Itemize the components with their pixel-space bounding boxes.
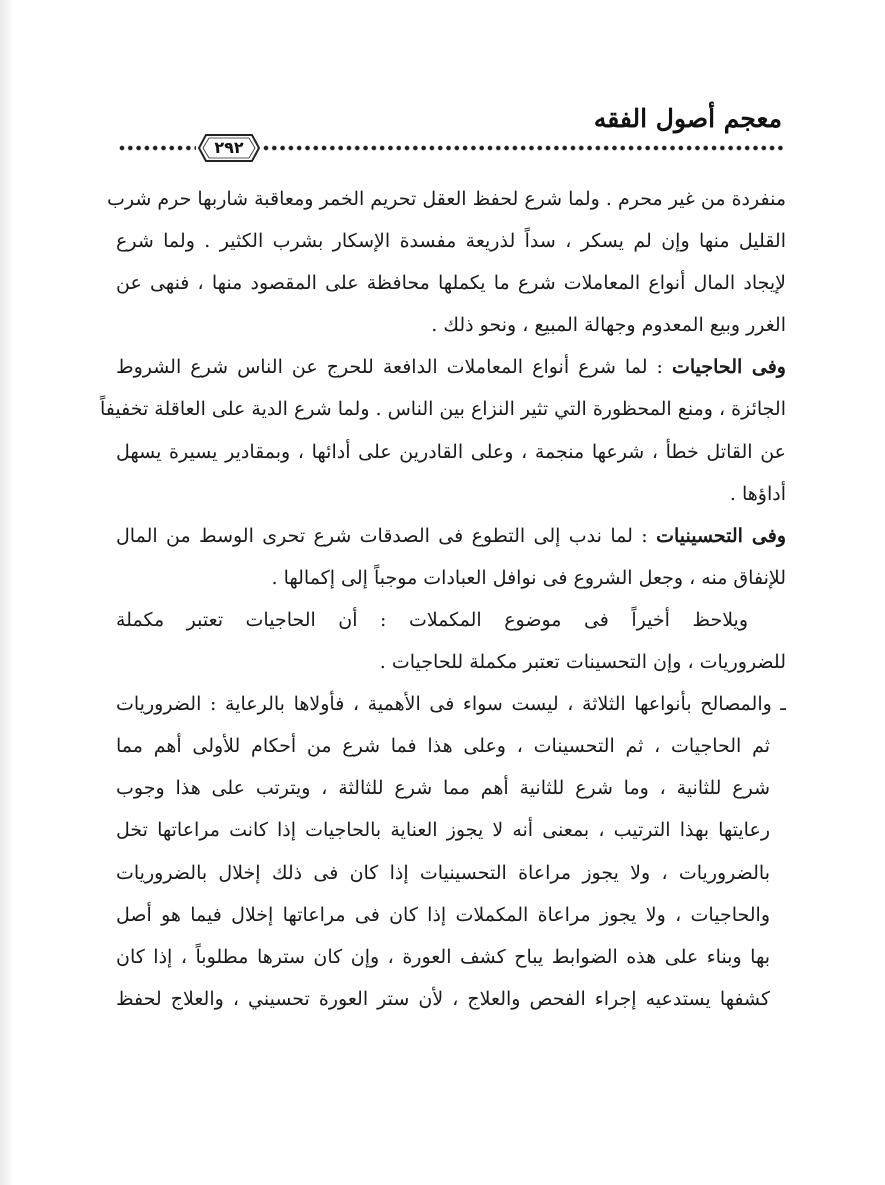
line-text: ـ والمصالح بأنواعها الثلاثة ، ليست سواء فى الأهمية ، فأولاها بالرعاية : الضروريات (116, 693, 786, 716)
line-text: الجائزة ، ومنع المحظورة التي تثير النزاع بين الناس . ولما شرع الدية على العاقلة تخفيفاً (99, 398, 786, 421)
line-text: ويلاحظ أخيراً فى موضوع المكملات : أن الحاجيات تعتبر مكملة (116, 608, 748, 631)
line-text: أداؤها . (729, 482, 786, 505)
text-line (116, 262, 786, 304)
text-line (116, 557, 786, 599)
text-line (116, 725, 786, 767)
line-text: لإيجاد المال أنواع المعاملات شرع ما يكملها محافظة على المقصود منها ، فنهى عن (116, 272, 786, 295)
text-line (116, 809, 786, 851)
line-text: : لما شرع أنواع المعاملات الدافعة للحرج عن الناس شرع الشروط (116, 356, 663, 379)
line-text: : لما ندب إلى التطوع فى الصدقات شرع تحرى الوسط من المال (116, 524, 648, 547)
line-text: ثم الحاجيات ، ثم التحسينات ، وعلى هذا فما شرع من أحكام للأولى أهم مما (116, 735, 770, 758)
line-text: بالضروريات ، ولا يجوز مراعاة التحسينيات إذا كان فى ذلك إخلال بالضروريات (116, 861, 770, 884)
line-text: منفردة من غير محرم . ولما شرع لحفظ العقل تحريم الخمر ومعاقبة شاربها حرم شرب (107, 188, 786, 210)
line-text: كشفها يستدعيه إجراء الفحص والعلاج ، لأن ستر العورة تحسيني ، والعلاج لحفظ (116, 987, 770, 1010)
scan-edge (0, 0, 14, 1185)
page-number-frame (198, 133, 260, 163)
line-text: عن القاتل خطأ ، شرعها منجمة ، وعلى القادرين على أدائها ، وبمقادير يسيرة يسهل (116, 440, 786, 463)
header-ornament-row (118, 140, 786, 156)
page-number: ٢٩٢ (214, 138, 244, 157)
text-line (116, 473, 786, 515)
text-line (107, 178, 786, 220)
text-line (116, 683, 786, 725)
ornament-left-icon (118, 144, 196, 152)
text-line (116, 978, 786, 1020)
line-text: رعايتها بهذا الترتيب ، بمعنى أنه لا يجوز العناية بالحاجيات إذا كانت مراعاتها تخل (116, 819, 770, 842)
line-text: القليل منها وإن لم يسكر ، سداً لذريعة مفسدة الإسكار بشرب الكثير . ولما شرع (116, 230, 786, 253)
text-line (116, 515, 786, 557)
page-header (118, 100, 786, 160)
line-text: للضروريات ، وإن التحسينات تعتبر مكملة للحاجيات . (379, 651, 786, 674)
text-line (116, 346, 786, 388)
ornament-right-icon (262, 144, 786, 152)
section-keyword: وفى التحسينيات (656, 524, 786, 547)
text-line (116, 599, 786, 641)
line-text: بها وبناء على هذه الضوابط يباح كشف العورة ، وإن كان سترها مطلوباً ، إذا كان (116, 945, 770, 968)
section-keyword: وفى الحاجيات (671, 356, 786, 379)
text-line (116, 767, 786, 809)
text-line (116, 894, 786, 936)
line-text: والحاجيات ، ولا يجوز مراعاة المكملات إذا كان فى مراعاتها إخلال فيما هو أصل (116, 903, 770, 926)
line-text: شرع للثانية ، وما شرع للثانية أهم مما شرع للثالثة ، ويترتب على هذا وجوب (116, 777, 770, 800)
text-line (116, 641, 786, 683)
text-line (116, 431, 786, 473)
text-line (116, 936, 786, 978)
line-text: الغرر وبيع المعدوم وجهالة المبيع ، ونحو ذلك . (431, 314, 786, 337)
text-line (99, 388, 786, 430)
book-title: معجم أصول الفقه (593, 104, 782, 133)
line-text: للإنفاق منه ، وجعل الشروع فى نوافل العبادات موجباً إلى إكمالها . (271, 566, 786, 589)
body-text (99, 178, 786, 1020)
text-line (116, 304, 786, 346)
text-line (116, 220, 786, 262)
text-line (116, 852, 786, 894)
